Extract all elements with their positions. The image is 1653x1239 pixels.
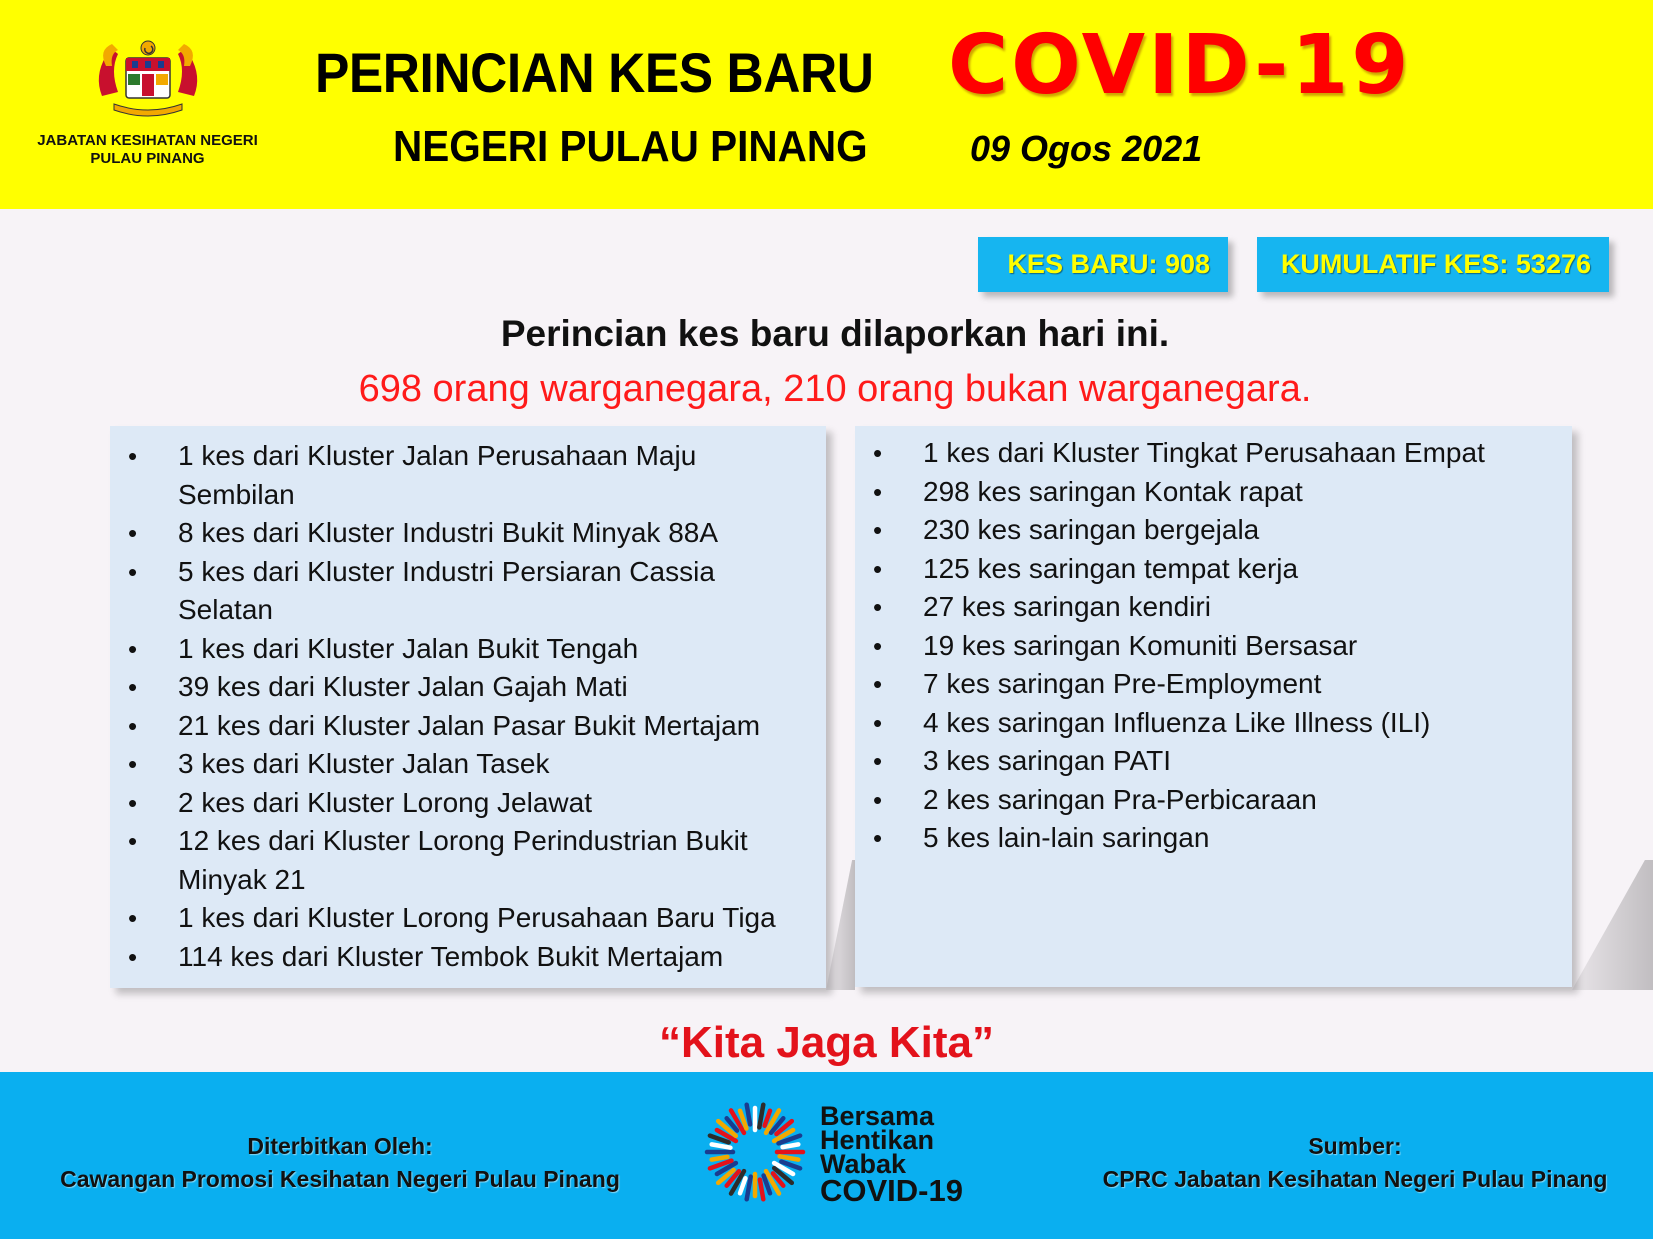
campaign-line-3: Wabak xyxy=(820,1149,907,1179)
campaign-line-4: COVID-19 xyxy=(820,1173,963,1208)
source-name: CPRC Jabatan Kesihatan Negeri Pulau Pinang xyxy=(1102,1166,1608,1192)
list-item: • 5 kes dari Kluster Industri Persiaran Cassia Selatan xyxy=(112,553,812,630)
citizenship-breakdown: 698 orang warganegara, 210 orang bukan warganegara. xyxy=(358,368,1312,410)
list-item: • 19 kes saringan Komuniti Bersasar xyxy=(857,627,1572,666)
screening-list-right xyxy=(857,434,1572,858)
list-item: • 12 kes dari Kluster Lorong Perindustrian Bukit Minyak 21 xyxy=(112,822,812,899)
cluster-list-left xyxy=(112,437,812,976)
list-item: • 2 kes saringan Pra-Perbicaraan xyxy=(857,781,1572,820)
list-item: • 21 kes dari Kluster Jalan Pasar Bukit Mertajam xyxy=(112,707,812,746)
state-name: NEGERI PULAU PINANG xyxy=(393,122,868,171)
agency-line-1: JABATAN KESIHATAN NEGERI xyxy=(37,132,258,149)
list-item: • 7 kes saringan Pre-Employment xyxy=(857,665,1572,704)
burst-ray xyxy=(759,1105,763,1128)
list-item: • 1 kes dari Kluster Lorong Perusahaan Baru Tiga xyxy=(112,899,812,938)
list-item: • 1 kes dari Kluster Jalan Perusahaan Maju Sembilan xyxy=(112,437,812,514)
cumulative-cases-badge: KUMULATIF KES: 53276 xyxy=(1257,237,1609,292)
publisher-name: Cawangan Promosi Kesihatan Negeri Pulau Pinang xyxy=(60,1166,620,1192)
agency-line-2: PULAU PINANG xyxy=(90,150,205,167)
header-banner xyxy=(0,0,1653,209)
source-label: Sumber: xyxy=(1308,1133,1402,1159)
list-item: • 2 kes dari Kluster Lorong Jelawat xyxy=(112,784,812,823)
publisher-block xyxy=(40,1130,640,1196)
list-item: • 298 kes saringan Kontak rapat xyxy=(857,473,1572,512)
list-item: • 114 kes dari Kluster Tembok Bukit Mertajam xyxy=(112,938,812,977)
covid-title: COVID-19 xyxy=(948,18,1412,113)
agency-name xyxy=(10,132,285,168)
list-item: • 3 kes dari Kluster Jalan Tasek xyxy=(112,745,812,784)
list-item: • 39 kes dari Kluster Jalan Gajah Mati xyxy=(112,668,812,707)
report-date: 09 Ogos 2021 xyxy=(970,128,1203,169)
list-item: • 5 kes lain-lain saringan xyxy=(857,819,1572,858)
page-title: PERINCIAN KES BARU xyxy=(315,41,874,104)
publisher-label: Diterbitkan Oleh: xyxy=(247,1133,433,1159)
panel-shadow-left xyxy=(826,860,855,990)
burst-ray xyxy=(747,1105,750,1125)
burst-ray xyxy=(712,1157,728,1160)
list-item: • 1 kes dari Kluster Tingkat Perusahaan Empat xyxy=(857,434,1572,473)
burst-ray xyxy=(712,1144,731,1147)
list-item: • 230 kes saringan bergejala xyxy=(857,511,1572,550)
slogan: “Kita Jaga Kita” xyxy=(659,1018,994,1067)
new-cases-badge: KES BARU: 908 xyxy=(978,237,1228,292)
list-item: • 125 kes saringan tempat kerja xyxy=(857,550,1572,589)
list-item: • 1 kes dari Kluster Jalan Bukit Tengah xyxy=(112,630,812,669)
burst-ray xyxy=(760,1180,763,1200)
panel-shadow-right xyxy=(1572,860,1653,990)
list-item: • 27 kes saringan kendiri xyxy=(857,588,1572,627)
burst-ray xyxy=(747,1177,751,1200)
burst-logo-icon xyxy=(700,1097,810,1207)
campaign-line-1: Bersama xyxy=(820,1101,935,1131)
source-block xyxy=(1095,1130,1615,1196)
campaign-text xyxy=(820,1101,963,1208)
list-item: • 3 kes saringan PATI xyxy=(857,742,1572,781)
list-item: • 4 kes saringan Influenza Like Illness (ILI) xyxy=(857,704,1572,743)
burst-ray xyxy=(780,1156,799,1159)
list-item: • 8 kes dari Kluster Industri Bukit Minyak 88A xyxy=(112,514,812,553)
section-subtitle: Perincian kes baru dilaporkan hari ini. xyxy=(500,313,1170,354)
coat-of-arms-icon xyxy=(88,36,208,120)
burst-ray xyxy=(783,1144,799,1147)
campaign-line-2: Hentikan xyxy=(820,1125,935,1155)
